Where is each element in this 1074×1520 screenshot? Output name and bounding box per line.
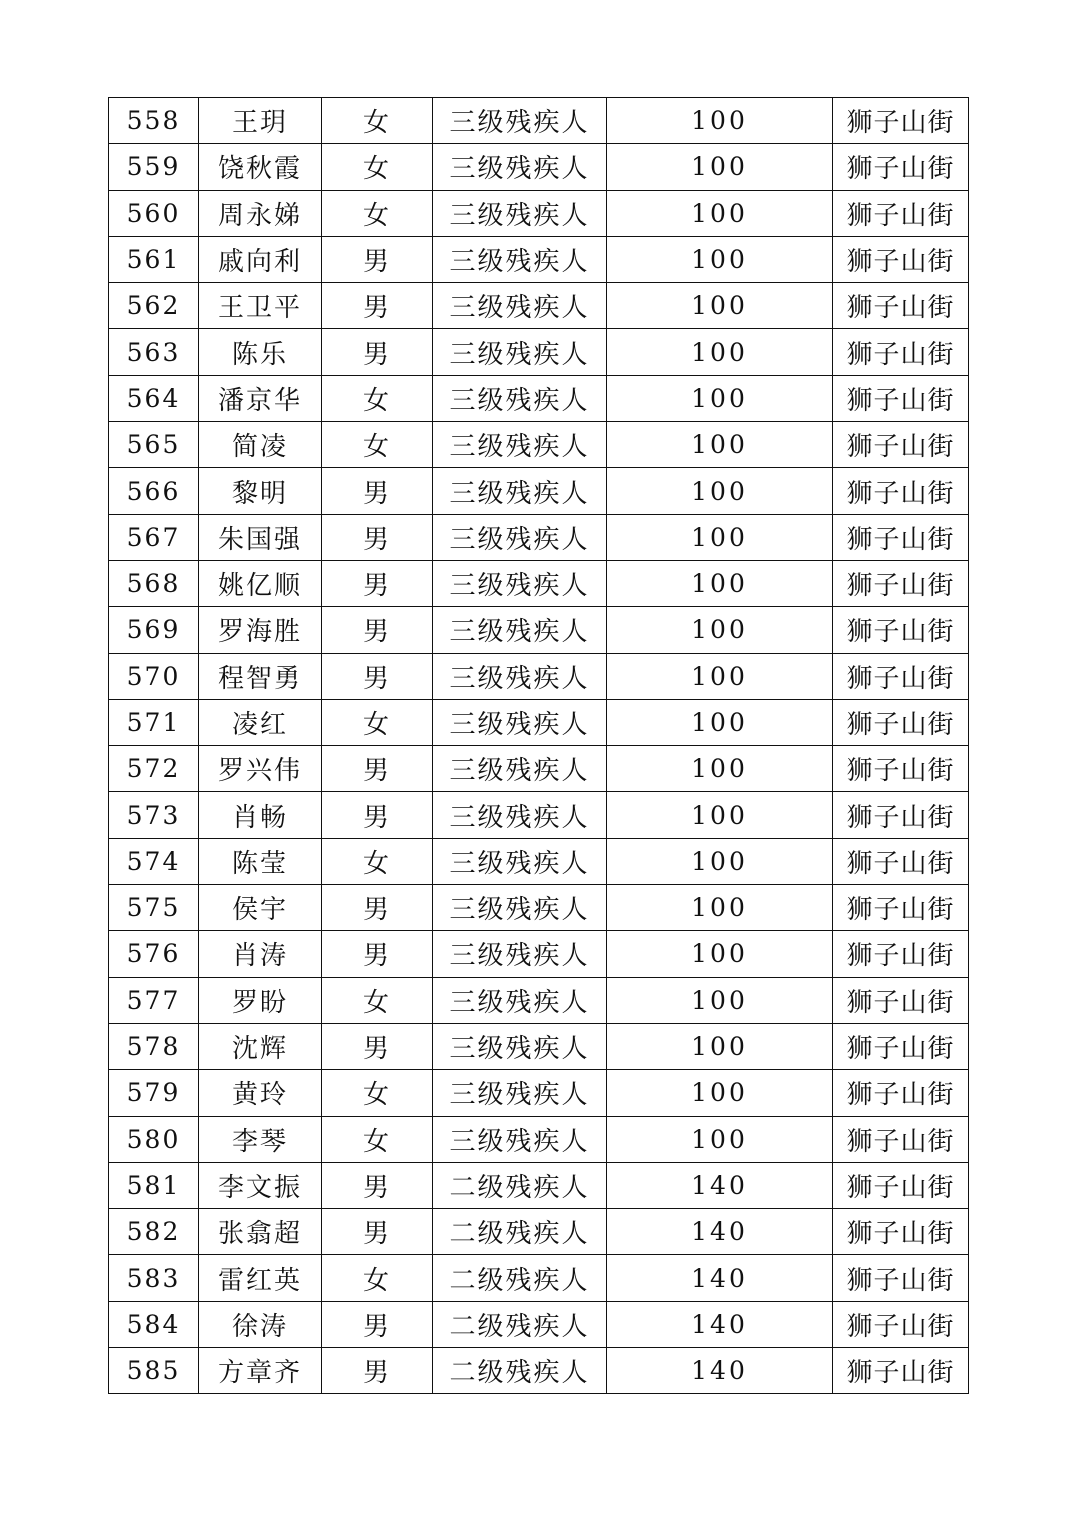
disability-level-cell: 三级残疾人 <box>433 653 607 699</box>
serial-number-cell: 558 <box>109 98 199 144</box>
street-cell: 狮子山街 <box>833 746 969 792</box>
serial-number-cell: 572 <box>109 746 199 792</box>
name-cell: 陈乐 <box>199 329 322 375</box>
street-cell: 狮子山街 <box>833 977 969 1023</box>
disability-level-cell: 三级残疾人 <box>433 468 607 514</box>
table-row <box>109 885 969 931</box>
table-row <box>109 1023 969 1069</box>
disability-level-cell: 二级残疾人 <box>433 1162 607 1208</box>
disability-level-cell: 三级残疾人 <box>433 422 607 468</box>
street-cell: 狮子山街 <box>833 468 969 514</box>
street-cell: 狮子山街 <box>833 1070 969 1116</box>
serial-number-cell: 579 <box>109 1070 199 1116</box>
serial-number-cell: 573 <box>109 792 199 838</box>
subsidy-amount-cell: 140 <box>607 1209 833 1255</box>
serial-number-cell: 561 <box>109 236 199 282</box>
table-row <box>109 1348 969 1394</box>
name-cell: 陈莹 <box>199 838 322 884</box>
disability-level-cell: 三级残疾人 <box>433 375 607 421</box>
serial-number-cell: 576 <box>109 931 199 977</box>
table-row <box>109 1301 969 1347</box>
serial-number-cell: 578 <box>109 1023 199 1069</box>
street-cell: 狮子山街 <box>833 1255 969 1301</box>
serial-number-cell: 577 <box>109 977 199 1023</box>
gender-cell: 男 <box>322 1023 433 1069</box>
subsidy-amount-cell: 100 <box>607 329 833 375</box>
gender-cell: 男 <box>322 1348 433 1394</box>
gender-cell: 女 <box>322 375 433 421</box>
serial-number-cell: 564 <box>109 375 199 421</box>
name-cell: 姚亿顺 <box>199 560 322 606</box>
subsidy-amount-cell: 100 <box>607 190 833 236</box>
name-cell: 罗盼 <box>199 977 322 1023</box>
subsidy-amount-cell: 100 <box>607 468 833 514</box>
name-cell: 雷红英 <box>199 1255 322 1301</box>
street-cell: 狮子山街 <box>833 283 969 329</box>
disability-level-cell: 二级残疾人 <box>433 1255 607 1301</box>
subsidy-amount-cell: 100 <box>607 236 833 282</box>
disability-level-cell: 三级残疾人 <box>433 931 607 977</box>
table-row <box>109 1255 969 1301</box>
street-cell: 狮子山街 <box>833 422 969 468</box>
serial-number-cell: 574 <box>109 838 199 884</box>
street-cell: 狮子山街 <box>833 1023 969 1069</box>
street-cell: 狮子山街 <box>833 1162 969 1208</box>
street-cell: 狮子山街 <box>833 1301 969 1347</box>
gender-cell: 男 <box>322 746 433 792</box>
name-cell: 黎明 <box>199 468 322 514</box>
name-cell: 潘京华 <box>199 375 322 421</box>
serial-number-cell: 565 <box>109 422 199 468</box>
disability-level-cell: 三级残疾人 <box>433 1023 607 1069</box>
table-row <box>109 792 969 838</box>
street-cell: 狮子山街 <box>833 1348 969 1394</box>
street-cell: 狮子山街 <box>833 144 969 190</box>
name-cell: 张翕超 <box>199 1209 322 1255</box>
gender-cell: 男 <box>322 236 433 282</box>
serial-number-cell: 571 <box>109 699 199 745</box>
disability-level-cell: 三级残疾人 <box>433 838 607 884</box>
street-cell: 狮子山街 <box>833 838 969 884</box>
name-cell: 黄玲 <box>199 1070 322 1116</box>
table-row <box>109 514 969 560</box>
gender-cell: 女 <box>322 144 433 190</box>
table-row <box>109 699 969 745</box>
serial-number-cell: 566 <box>109 468 199 514</box>
street-cell: 狮子山街 <box>833 560 969 606</box>
disability-level-cell: 三级残疾人 <box>433 746 607 792</box>
subsidy-amount-cell: 100 <box>607 607 833 653</box>
subsidy-amount-cell: 100 <box>607 98 833 144</box>
subsidy-amount-cell: 100 <box>607 931 833 977</box>
street-cell: 狮子山街 <box>833 792 969 838</box>
table-row <box>109 931 969 977</box>
gender-cell: 女 <box>322 977 433 1023</box>
serial-number-cell: 583 <box>109 1255 199 1301</box>
street-cell: 狮子山街 <box>833 1209 969 1255</box>
disability-level-cell: 三级残疾人 <box>433 560 607 606</box>
subsidy-amount-cell: 140 <box>607 1162 833 1208</box>
subsidy-amount-cell: 100 <box>607 1070 833 1116</box>
name-cell: 肖畅 <box>199 792 322 838</box>
subsidy-roster-table <box>108 97 969 1394</box>
subsidy-amount-cell: 100 <box>607 422 833 468</box>
subsidy-amount-cell: 100 <box>607 1116 833 1162</box>
street-cell: 狮子山街 <box>833 699 969 745</box>
name-cell: 侯宇 <box>199 885 322 931</box>
table-row <box>109 144 969 190</box>
name-cell: 肖涛 <box>199 931 322 977</box>
name-cell: 饶秋霞 <box>199 144 322 190</box>
table-row <box>109 607 969 653</box>
name-cell: 李琴 <box>199 1116 322 1162</box>
disability-level-cell: 二级残疾人 <box>433 1209 607 1255</box>
gender-cell: 男 <box>322 653 433 699</box>
street-cell: 狮子山街 <box>833 329 969 375</box>
serial-number-cell: 582 <box>109 1209 199 1255</box>
name-cell: 沈辉 <box>199 1023 322 1069</box>
disability-level-cell: 三级残疾人 <box>433 98 607 144</box>
gender-cell: 女 <box>322 1116 433 1162</box>
gender-cell: 男 <box>322 329 433 375</box>
table-row <box>109 977 969 1023</box>
table-row <box>109 1070 969 1116</box>
gender-cell: 女 <box>322 699 433 745</box>
subsidy-amount-cell: 100 <box>607 838 833 884</box>
subsidy-amount-cell: 100 <box>607 375 833 421</box>
gender-cell: 男 <box>322 1209 433 1255</box>
subsidy-amount-cell: 100 <box>607 885 833 931</box>
table-row <box>109 653 969 699</box>
gender-cell: 男 <box>322 283 433 329</box>
disability-level-cell: 三级残疾人 <box>433 283 607 329</box>
subsidy-amount-cell: 140 <box>607 1348 833 1394</box>
street-cell: 狮子山街 <box>833 653 969 699</box>
name-cell: 王玥 <box>199 98 322 144</box>
subsidy-amount-cell: 100 <box>607 977 833 1023</box>
gender-cell: 女 <box>322 190 433 236</box>
serial-number-cell: 575 <box>109 885 199 931</box>
serial-number-cell: 559 <box>109 144 199 190</box>
gender-cell: 男 <box>322 607 433 653</box>
subsidy-amount-cell: 140 <box>607 1255 833 1301</box>
gender-cell: 女 <box>322 1070 433 1116</box>
subsidy-amount-cell: 100 <box>607 792 833 838</box>
table-row <box>109 1116 969 1162</box>
name-cell: 凌红 <box>199 699 322 745</box>
table-row <box>109 560 969 606</box>
name-cell: 王卫平 <box>199 283 322 329</box>
gender-cell: 男 <box>322 514 433 560</box>
name-cell: 方章齐 <box>199 1348 322 1394</box>
gender-cell: 男 <box>322 1162 433 1208</box>
table-row <box>109 236 969 282</box>
street-cell: 狮子山街 <box>833 885 969 931</box>
roster-table-body <box>109 98 969 1394</box>
serial-number-cell: 563 <box>109 329 199 375</box>
street-cell: 狮子山街 <box>833 607 969 653</box>
disability-level-cell: 三级残疾人 <box>433 190 607 236</box>
name-cell: 朱国强 <box>199 514 322 560</box>
disability-level-cell: 三级残疾人 <box>433 885 607 931</box>
disability-level-cell: 二级残疾人 <box>433 1348 607 1394</box>
name-cell: 程智勇 <box>199 653 322 699</box>
disability-level-cell: 三级残疾人 <box>433 792 607 838</box>
name-cell: 周永娣 <box>199 190 322 236</box>
name-cell: 罗兴伟 <box>199 746 322 792</box>
serial-number-cell: 570 <box>109 653 199 699</box>
subsidy-amount-cell: 100 <box>607 653 833 699</box>
subsidy-amount-cell: 100 <box>607 746 833 792</box>
name-cell: 李文振 <box>199 1162 322 1208</box>
serial-number-cell: 569 <box>109 607 199 653</box>
subsidy-amount-cell: 140 <box>607 1301 833 1347</box>
table-row <box>109 746 969 792</box>
name-cell: 简凌 <box>199 422 322 468</box>
subsidy-amount-cell: 100 <box>607 699 833 745</box>
gender-cell: 女 <box>322 838 433 884</box>
serial-number-cell: 585 <box>109 1348 199 1394</box>
subsidy-amount-cell: 100 <box>607 144 833 190</box>
serial-number-cell: 584 <box>109 1301 199 1347</box>
street-cell: 狮子山街 <box>833 1116 969 1162</box>
gender-cell: 女 <box>322 98 433 144</box>
serial-number-cell: 580 <box>109 1116 199 1162</box>
street-cell: 狮子山街 <box>833 931 969 977</box>
disability-level-cell: 三级残疾人 <box>433 1116 607 1162</box>
serial-number-cell: 560 <box>109 190 199 236</box>
table-row <box>109 468 969 514</box>
disability-level-cell: 三级残疾人 <box>433 1070 607 1116</box>
disability-level-cell: 三级残疾人 <box>433 514 607 560</box>
gender-cell: 男 <box>322 560 433 606</box>
gender-cell: 男 <box>322 885 433 931</box>
serial-number-cell: 562 <box>109 283 199 329</box>
disability-level-cell: 三级残疾人 <box>433 329 607 375</box>
disability-level-cell: 二级残疾人 <box>433 1301 607 1347</box>
subsidy-amount-cell: 100 <box>607 560 833 606</box>
table-row <box>109 283 969 329</box>
name-cell: 徐涛 <box>199 1301 322 1347</box>
table-row <box>109 375 969 421</box>
name-cell: 罗海胜 <box>199 607 322 653</box>
table-row <box>109 1162 969 1208</box>
gender-cell: 女 <box>322 1255 433 1301</box>
disability-level-cell: 三级残疾人 <box>433 607 607 653</box>
street-cell: 狮子山街 <box>833 514 969 560</box>
serial-number-cell: 568 <box>109 560 199 606</box>
gender-cell: 男 <box>322 792 433 838</box>
street-cell: 狮子山街 <box>833 190 969 236</box>
subsidy-amount-cell: 100 <box>607 1023 833 1069</box>
subsidy-amount-cell: 100 <box>607 283 833 329</box>
table-row <box>109 329 969 375</box>
gender-cell: 女 <box>322 422 433 468</box>
serial-number-cell: 581 <box>109 1162 199 1208</box>
street-cell: 狮子山街 <box>833 375 969 421</box>
table-row <box>109 422 969 468</box>
street-cell: 狮子山街 <box>833 236 969 282</box>
gender-cell: 男 <box>322 1301 433 1347</box>
disability-level-cell: 三级残疾人 <box>433 144 607 190</box>
table-row <box>109 190 969 236</box>
street-cell: 狮子山街 <box>833 98 969 144</box>
disability-level-cell: 三级残疾人 <box>433 699 607 745</box>
disability-level-cell: 三级残疾人 <box>433 977 607 1023</box>
name-cell: 戚向利 <box>199 236 322 282</box>
disability-level-cell: 三级残疾人 <box>433 236 607 282</box>
table-row <box>109 1209 969 1255</box>
gender-cell: 男 <box>322 931 433 977</box>
table-row <box>109 98 969 144</box>
table-row <box>109 838 969 884</box>
serial-number-cell: 567 <box>109 514 199 560</box>
gender-cell: 男 <box>322 468 433 514</box>
subsidy-amount-cell: 100 <box>607 514 833 560</box>
